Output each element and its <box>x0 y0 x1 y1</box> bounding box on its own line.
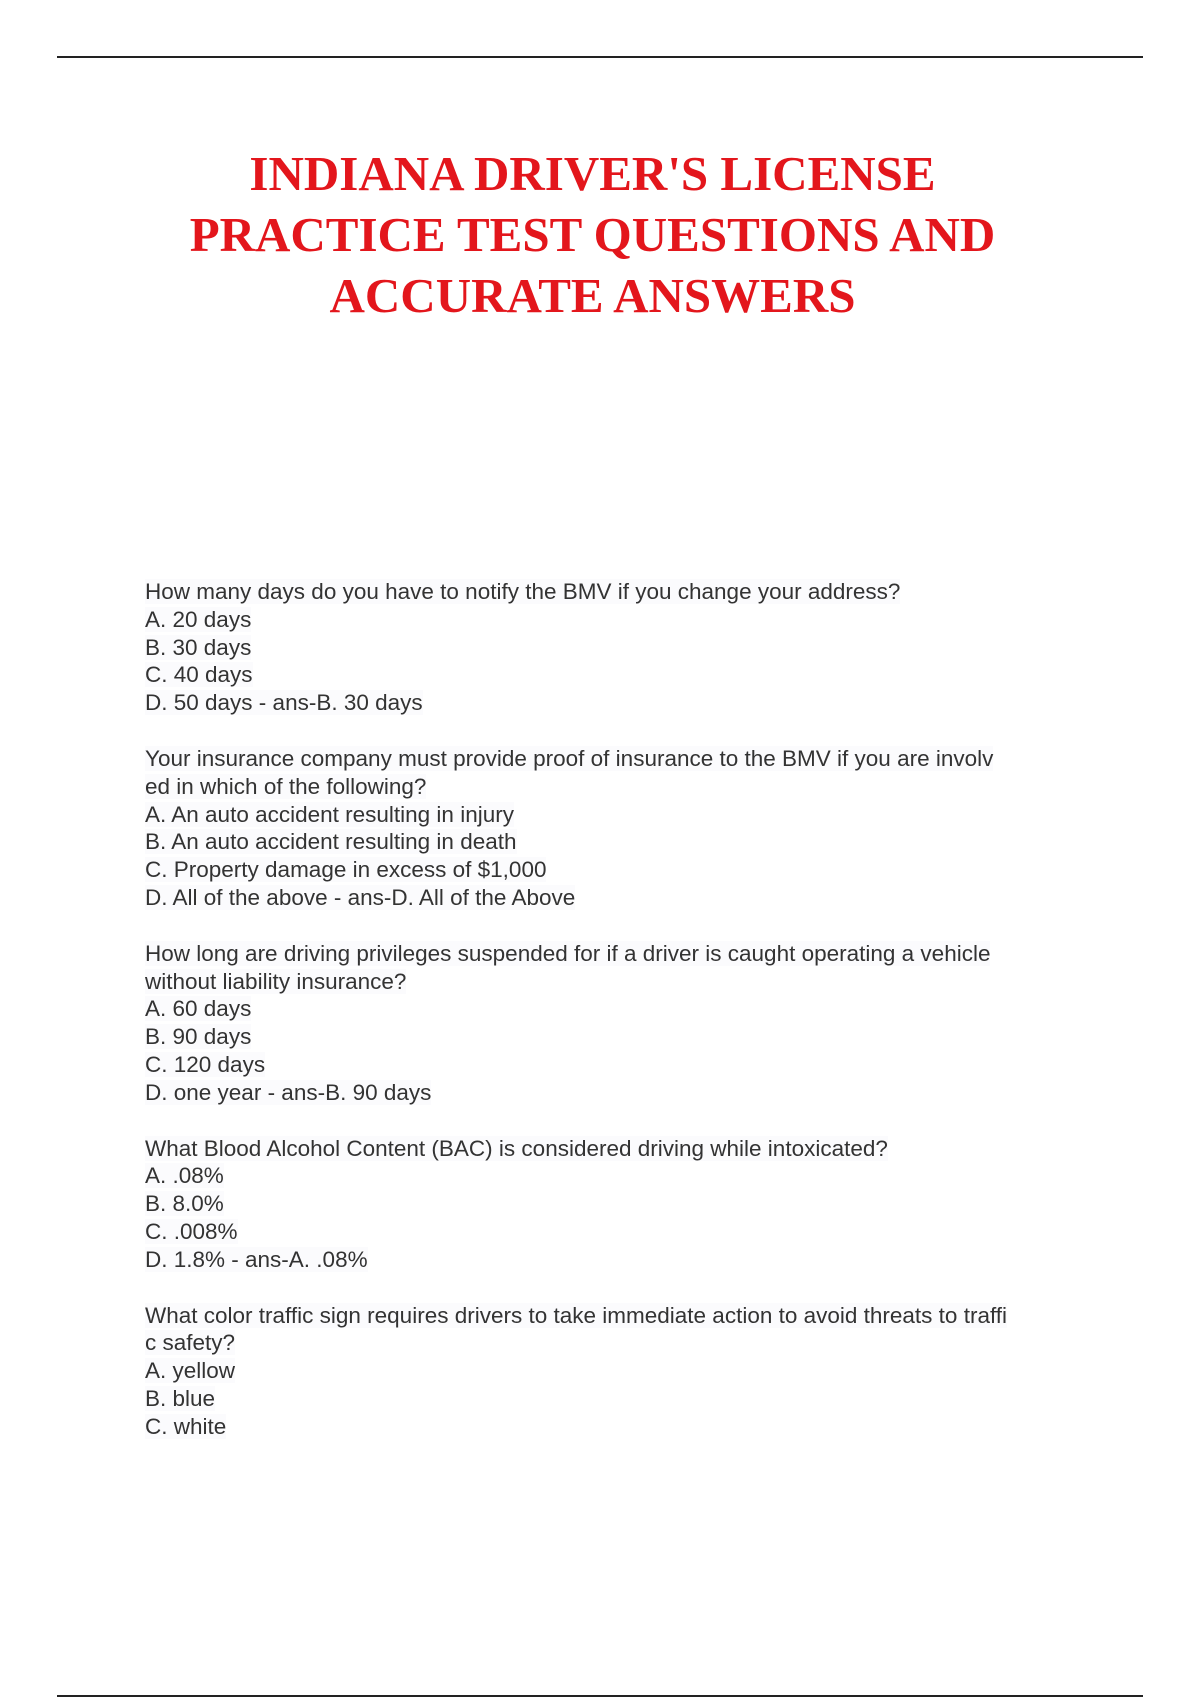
question-text: Your insurance company must provide proof of insurance to the BMV if you are involv <box>145 745 994 771</box>
question-block-1 <box>145 578 1095 717</box>
answer-option: A. yellow <box>145 1358 236 1384</box>
answer-option: B. blue <box>145 1385 216 1411</box>
answer-option: D. 1.8% - ans-A. .08% <box>145 1246 368 1272</box>
answer-option: C. 40 days <box>145 662 253 688</box>
answer-option: A. An auto accident resulting in injury <box>145 801 514 827</box>
document-title <box>100 143 1085 326</box>
answer-option: D. one year - ans-B. 90 days <box>145 1079 432 1105</box>
bottom-divider <box>57 1695 1143 1697</box>
question-list <box>145 578 1095 1469</box>
question-block-3 <box>145 940 1095 1107</box>
top-divider <box>57 56 1143 58</box>
question-block-2 <box>145 745 1095 912</box>
title-line: PRACTICE TEST QUESTIONS AND <box>189 207 996 262</box>
question-text: c safety? <box>145 1330 236 1356</box>
question-text: What Blood Alcohol Content (BAC) is considered driving while intoxicated? <box>145 1135 888 1161</box>
answer-option: C. 120 days <box>145 1051 266 1077</box>
answer-option: D. 50 days - ans-B. 30 days <box>145 690 423 716</box>
answer-option: A. 20 days <box>145 606 252 632</box>
answer-option: D. All of the above - ans-D. All of the Above <box>145 884 576 910</box>
answer-option: B. 30 days <box>145 634 252 660</box>
question-text: How long are driving privileges suspended for if a driver is caught operating a vehicle <box>145 940 991 966</box>
title-line: ACCURATE ANSWERS <box>329 268 856 323</box>
question-text: What color traffic sign requires drivers to take immediate action to avoid threats to traffi <box>145 1302 1008 1328</box>
answer-option: A. 60 days <box>145 996 252 1022</box>
answer-option: C. white <box>145 1413 227 1439</box>
question-text: ed in which of the following? <box>145 773 427 799</box>
answer-option: C. .008% <box>145 1218 238 1244</box>
question-block-4 <box>145 1135 1095 1274</box>
title-line: INDIANA DRIVER'S LICENSE <box>249 146 936 201</box>
answer-option: B. 90 days <box>145 1024 252 1050</box>
answer-option: B. An auto accident resulting in death <box>145 829 517 855</box>
answer-option: A. .08% <box>145 1163 224 1189</box>
question-text: How many days do you have to notify the BMV if you change your address? <box>145 579 901 604</box>
question-text: without liability insurance? <box>145 968 407 994</box>
answer-option: C. Property damage in excess of $1,000 <box>145 857 547 883</box>
question-block-5 <box>145 1302 1095 1441</box>
answer-option: B. 8.0% <box>145 1191 224 1217</box>
